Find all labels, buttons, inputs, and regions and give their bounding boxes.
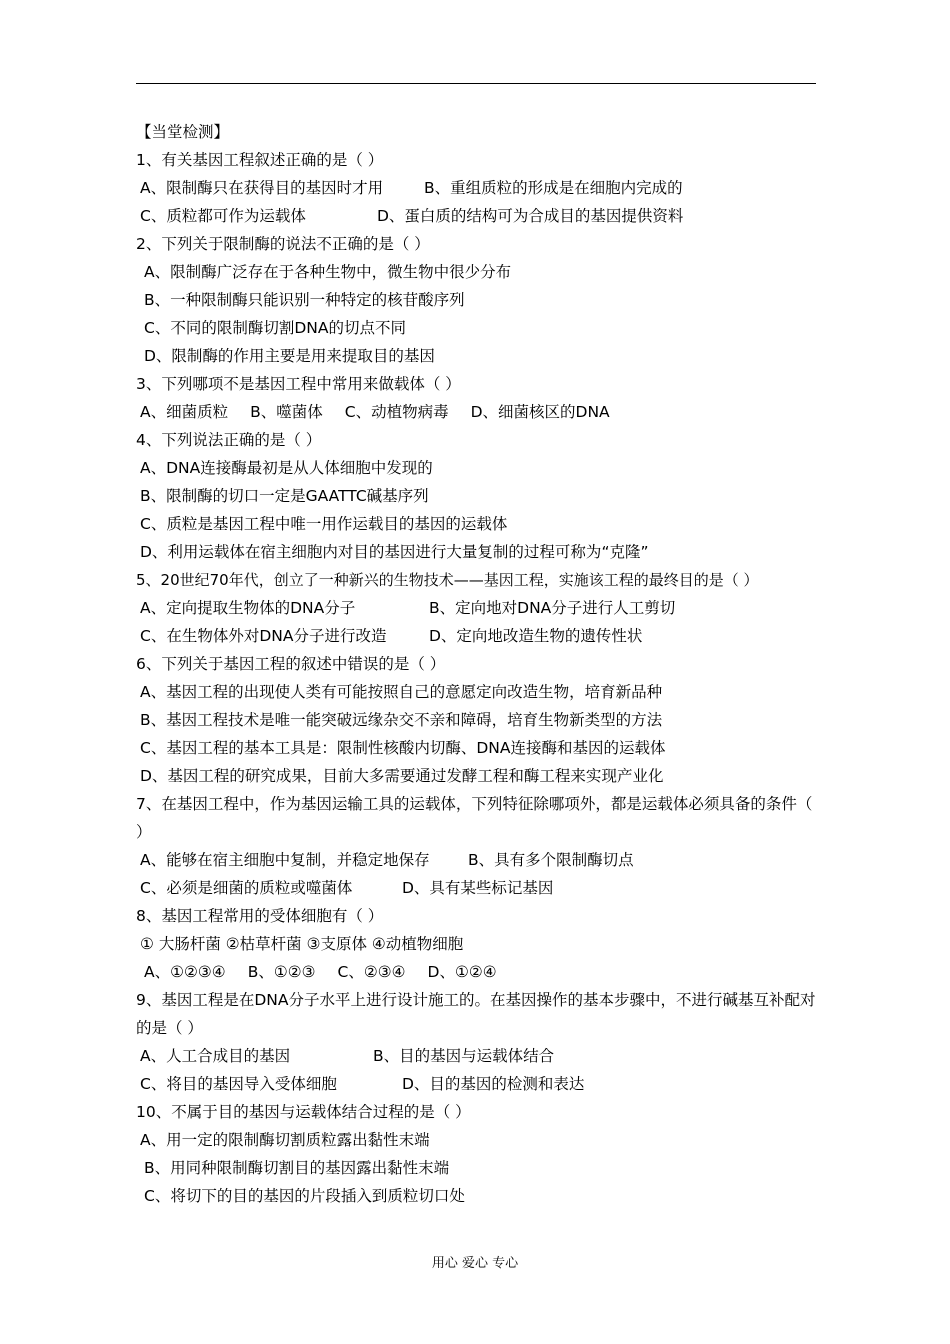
q6-option-c: C、基因工程的基本工具是：限制性核酸内切酶、DNA连接酶和基因的运载体 bbox=[140, 739, 666, 757]
q3-option-c: C、动植物病毒 bbox=[344, 403, 449, 421]
q10-option-a: A、用一定的限制酶切割质粒露出黏性末端 bbox=[140, 1131, 430, 1149]
question-5-stem: 5、20世纪70年代，创立了一种新兴的生物技术——基因工程，实施该工程的最终目的是（ ） bbox=[136, 571, 759, 589]
q6-option-b: B、基因工程技术是唯一能突破远缘杂交不亲和障碍，培育生物新类型的方法 bbox=[140, 711, 663, 729]
q9-option-c: C、将目的基因导入受体细胞 bbox=[140, 1075, 337, 1093]
q6-option-d: D、基因工程的研究成果，目前大多需要通过发酵工程和酶工程来实现产业化 bbox=[140, 767, 664, 785]
question-4-stem: 4、下列说法正确的是（ ） bbox=[136, 431, 322, 449]
question-9-options-ab bbox=[136, 1042, 826, 1070]
q4-option-b: B、限制酶的切口一定是GAATTC碱基序列 bbox=[140, 487, 429, 505]
document-body bbox=[136, 118, 826, 1210]
q1-option-c: C、质粒都可作为运载体 bbox=[140, 207, 306, 225]
q10-option-c: C、将切下的目的基因的片段插入到质粒切口处 bbox=[144, 1187, 465, 1205]
question-7-options-cd bbox=[136, 874, 826, 902]
q4-option-c: C、质粒是基因工程中唯一用作运载目的基因的运载体 bbox=[140, 515, 508, 533]
q6-option-a: A、基因工程的出现使人类有可能按照自己的意愿定向改造生物，培育新品种 bbox=[140, 683, 663, 701]
q8-option-c: C、②③④ bbox=[337, 963, 406, 981]
q9-option-b: B、目的基因与运载体结合 bbox=[373, 1047, 555, 1065]
q8-option-d: D、①②④ bbox=[427, 963, 497, 981]
page-footer: 用心 爱心 专心 bbox=[431, 1256, 519, 1271]
question-3-options bbox=[136, 398, 826, 426]
q5-option-a: A、定向提取生物体的DNA分子 bbox=[140, 599, 356, 617]
question-7-stem: 7、在基因工程中，作为基因运输工具的运载体，下列特征除哪项外，都是运载体必须具备的条件（ ） bbox=[136, 795, 813, 841]
q9-option-a: A、人工合成目的基因 bbox=[140, 1047, 291, 1065]
question-7-options-ab bbox=[136, 846, 826, 874]
question-9-stem: 9、基因工程是在DNA分子水平上进行设计施工的。在基因操作的基本步骤中，不进行碱基互补配对的是（ ） bbox=[136, 991, 816, 1037]
q1-option-b: B、重组质粒的形成是在细胞内完成的 bbox=[424, 179, 683, 197]
question-1-stem: 1、有关基因工程叙述正确的是（ ） bbox=[136, 151, 384, 169]
q1-option-d: D、蛋白质的结构可为合成目的基因提供资料 bbox=[377, 207, 684, 225]
q10-option-b: B、用同种限制酶切割目的基因露出黏性末端 bbox=[144, 1159, 450, 1177]
q3-option-d: D、细菌核区的DNA bbox=[470, 403, 610, 421]
question-6-stem: 6、下列关于基因工程的叙述中错误的是（ ） bbox=[136, 655, 446, 673]
q3-option-a: A、细菌质粒 bbox=[140, 403, 229, 421]
q1-option-a: A、限制酶只在获得目的基因时才用 bbox=[140, 179, 384, 197]
question-10-stem: 10、不属于目的基因与运载体结合过程的是（ ） bbox=[136, 1103, 471, 1121]
q8-option-a: A、①②③④ bbox=[144, 963, 226, 981]
question-2-stem: 2、下列关于限制酶的说法不正确的是（ ） bbox=[136, 235, 430, 253]
q4-option-a: A、DNA连接酶最初是从人体细胞中发现的 bbox=[140, 459, 433, 477]
section-title: 【当堂检测】 bbox=[136, 123, 230, 141]
q9-option-d: D、目的基因的检测和表达 bbox=[402, 1075, 585, 1093]
question-1-options-ab bbox=[136, 174, 826, 202]
question-3-stem: 3、下列哪项不是基因工程中常用来做载体（ ） bbox=[136, 375, 461, 393]
q5-option-d: D、定向地改造生物的遗传性状 bbox=[429, 627, 643, 645]
q7-option-b: B、具有多个限制酶切点 bbox=[468, 851, 634, 869]
q7-option-d: D、具有某些标记基因 bbox=[402, 879, 554, 897]
q2-option-b: B、一种限制酶只能识别一种特定的核苷酸序列 bbox=[144, 291, 465, 309]
question-1-options-cd bbox=[136, 202, 826, 230]
q2-option-d: D、限制酶的作用主要是用来提取目的基因 bbox=[144, 347, 435, 365]
question-5-options-cd bbox=[136, 622, 826, 650]
q5-option-b: B、定向地对DNA分子进行人工剪切 bbox=[429, 599, 676, 617]
question-8-options bbox=[136, 958, 826, 986]
q3-option-b: B、噬菌体 bbox=[250, 403, 323, 421]
q4-option-d: D、利用运载体在宿主细胞内对目的基因进行大量复制的过程可称为“克隆” bbox=[140, 543, 649, 561]
q5-option-c: C、在生物体外对DNA分子进行改造 bbox=[140, 627, 387, 645]
q2-option-a: A、限制酶广泛存在于各种生物中，微生物中很少分布 bbox=[144, 263, 512, 281]
q2-option-c: C、不同的限制酶切割DNA的切点不同 bbox=[144, 319, 406, 337]
question-5-options-ab bbox=[136, 594, 826, 622]
q7-option-c: C、必须是细菌的质粒或噬菌体 bbox=[140, 879, 353, 897]
question-8-stem: 8、基因工程常用的受体细胞有（ ） bbox=[136, 907, 384, 925]
header-rule bbox=[136, 83, 816, 84]
question-9-options-cd bbox=[136, 1070, 826, 1098]
q8-items: ① 大肠杆菌 ②枯草杆菌 ③支原体 ④动植物细胞 bbox=[140, 935, 464, 953]
q8-option-b: B、①②③ bbox=[247, 963, 316, 981]
q7-option-a: A、能够在宿主细胞中复制，并稳定地保存 bbox=[140, 851, 430, 869]
